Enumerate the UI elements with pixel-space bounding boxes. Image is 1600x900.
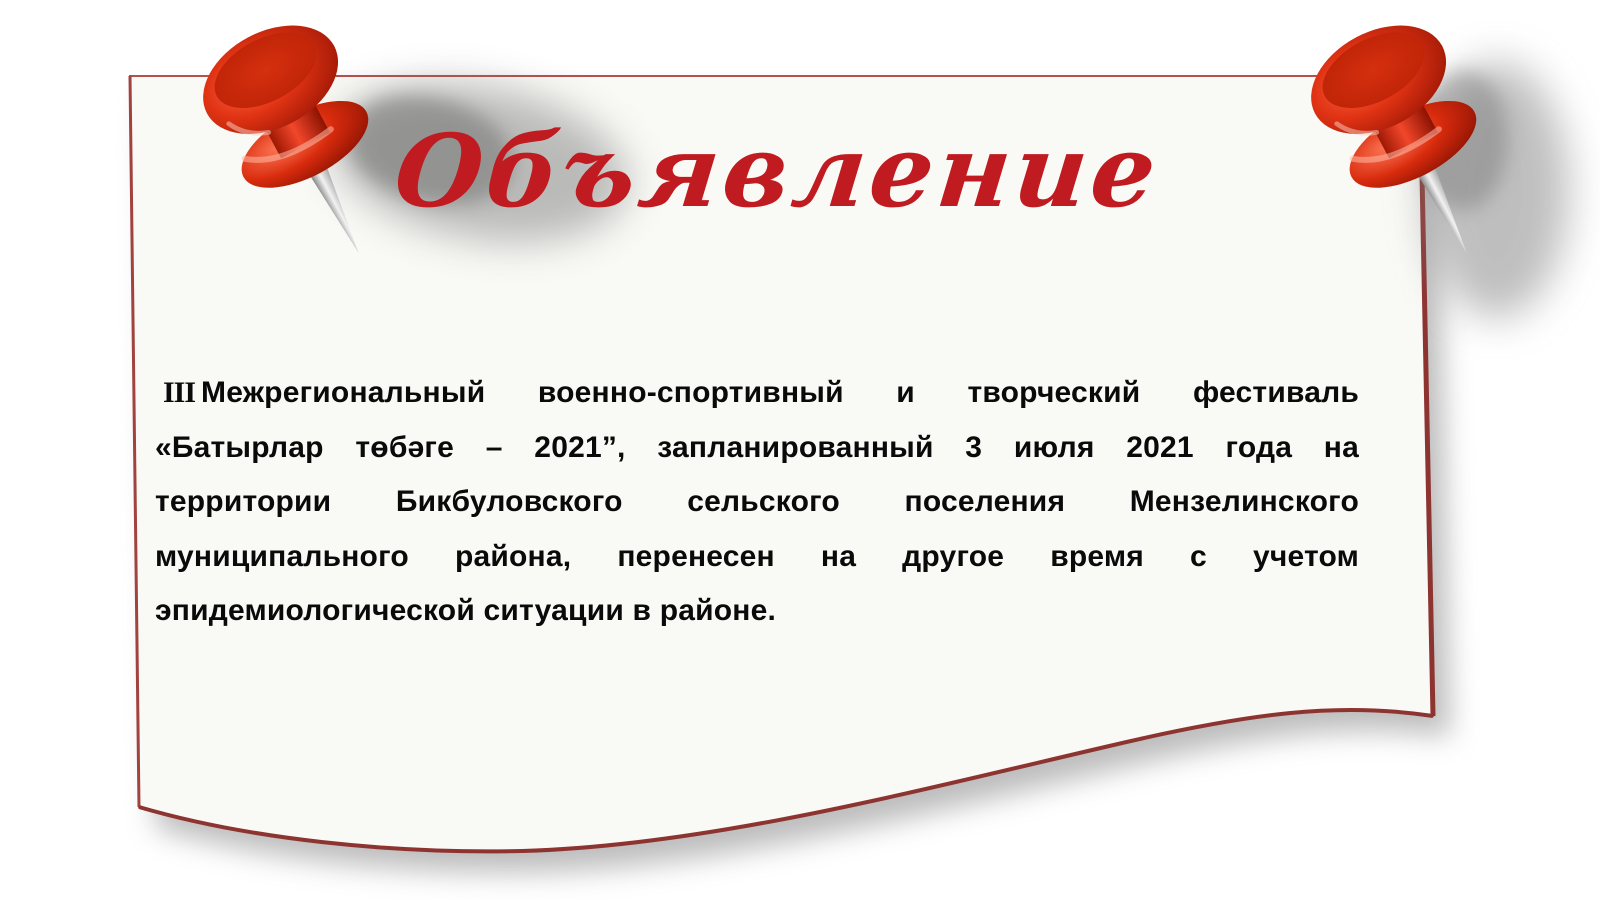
announcement-line: «Батырлар төбәге – 2021”, запланированный 3 июля 2021 года на xyxy=(155,430,1359,464)
announcement-line xyxy=(155,366,1359,421)
announcement-text xyxy=(155,366,1359,639)
announcement-line-text: Межрегиональный военно-спортивный и творческий фестиваль xyxy=(201,376,1359,409)
announcement-line: муниципального района, перенесен на другое время с учетом xyxy=(155,539,1359,573)
announcement-line: территории Бикбуловского сельского поселения Мензелинского xyxy=(155,485,1359,518)
announcement-line: эпидемиологической ситуации в районе. xyxy=(155,594,777,627)
roman-numeral: III xyxy=(163,376,196,409)
announcement-title: Объявление xyxy=(389,112,1166,230)
